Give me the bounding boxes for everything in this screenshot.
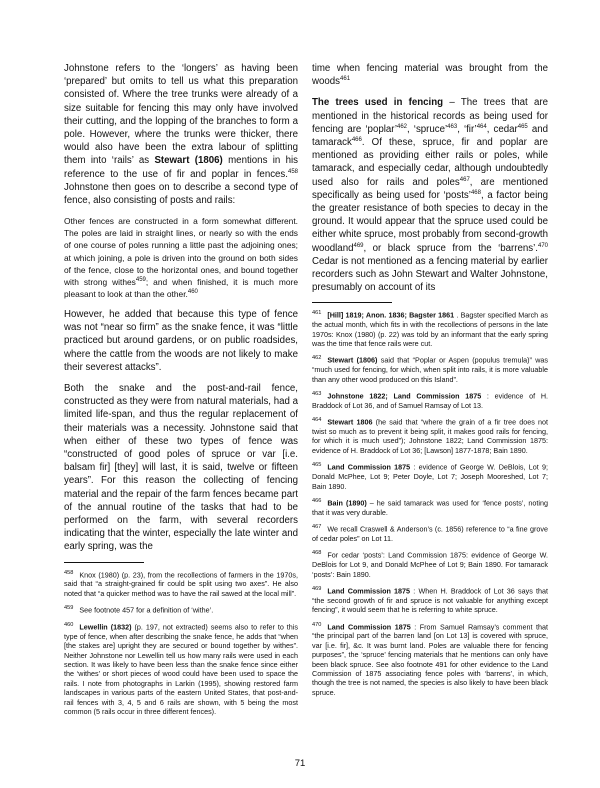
footnote-number: 466 bbox=[312, 497, 322, 504]
footnote-459 bbox=[64, 604, 298, 615]
footnote-citation: Bain (1890) bbox=[327, 498, 367, 508]
footnote-462 bbox=[312, 354, 548, 384]
footnote-text: See footnote 457 for a definition of ‘withe’. bbox=[79, 605, 214, 615]
footnote-ref-461[interactable]: 461 bbox=[340, 75, 351, 82]
footnote-number: 465 bbox=[312, 462, 322, 469]
footnotes-left bbox=[64, 569, 298, 717]
footnote-ref-460[interactable]: 460 bbox=[187, 289, 198, 295]
footnote-ref-468[interactable]: 468 bbox=[470, 189, 481, 196]
page-number: 71 bbox=[294, 758, 306, 769]
footnote-citation: Stewart (1806) bbox=[327, 355, 378, 365]
footnote-470 bbox=[312, 621, 548, 698]
body-paragraph-4: time when fencing material was brought from the woods$^{461}$ bbox=[312, 63, 548, 88]
footnote-ref-470[interactable]: 470 bbox=[537, 242, 548, 249]
footnote-citation: [Hill] 1819; Anon. 1836; Bagster 1861 bbox=[327, 310, 455, 320]
footnote-divider bbox=[64, 562, 144, 563]
footnote-458 bbox=[64, 569, 298, 599]
footnote-citation: Land Commission 1875 bbox=[327, 621, 411, 631]
footnote-464 bbox=[312, 416, 548, 455]
footnote-ref-464[interactable]: 464 bbox=[476, 123, 487, 130]
footnote-citation: Stewart 1806 bbox=[327, 417, 373, 427]
footnote-number: 463 bbox=[312, 391, 322, 398]
footnote-ref-459[interactable]: 459 bbox=[135, 276, 146, 283]
footnote-466 bbox=[312, 497, 548, 517]
footnote-divider bbox=[312, 302, 392, 303]
body-paragraph-5: The trees used in fencing – The trees that are mentioned in the historical records as being used for fencing are ‘poplar’$^{462}$, ‘spruce’$^{463}$, ‘fir’$^{464}$, cedar$^{465}$ and tamarack$^{466}$. Of these, spruce, fir and poplar are mentioned as providing either rails or poles, while tamarack, and especially cedar, although undoubtedly used also for rails and poles$^{467}$, are mentioned specifically as being used for ‘posts’$^{468}$, a factor being the greater resistance of both species to decay in the ground. It would appear that the spruce used could be either white spruce, most probably from second-growth woodland$^{469}$, or black spruce from the ‘barrens’.$^{470}$ Cedar is not mentioned as a fencing material by earlier recorders such as John Stewart and Walter Johnstone, presumably on account of its bbox=[312, 97, 548, 294]
citation-stewart: Stewart (1806) bbox=[154, 155, 223, 167]
footnote-text: : From Samuel Ramsay’s comment that “the principal part of the barren land [on Lot 13] is covered with spruce, var [i.e. fir], &c. It was burnt land. Poles are valuable there for fencing purposes”, the ‘spruce’ fencing materials that he mentions can only have been black spruce. See also footnote 491 for other evidence to the Land Commission of 1875 associating fence poles with ‘barrens’, in which, though the tree is not named, the species is also likely to have been black spruce. bbox=[312, 621, 548, 697]
footnote-text: We recall Craswell & Anderson’s (c. 1856) reference to “a fine grove of cedar poles” on Lot 11. bbox=[312, 524, 548, 543]
footnote-number: 467 bbox=[312, 524, 322, 531]
footnote-number: 468 bbox=[312, 550, 322, 557]
footnote-467 bbox=[312, 523, 548, 543]
footnote-number: 461 bbox=[312, 310, 322, 317]
footnote-ref-466[interactable]: 466 bbox=[351, 136, 362, 143]
body-paragraph-2: However, he added that because this type of fence was not “near so firm” as the snake fence, it was “little practiced but around gardens, or on public roadsides, where the cattle from the woods are not likely to make their severest attacks”. bbox=[64, 308, 298, 373]
footnote-text: : evidence of H. Braddock of Lot 36, and of Samuel Ramsay of Lot 13. bbox=[312, 391, 549, 410]
footnote-citation: Land Commission 1875 bbox=[327, 586, 411, 596]
body-paragraph-1: Johnstone refers to the ‘longers’ as having been ‘prepared’ but omits to tell us what this preparation consisted of. Where the tree trunks were already of a size suitable for fencing this may only have involved their cutting, and the lopping of the branches to form a pole. However, where the trunks were thicker, there would also have been the extra labour of splitting them into ‘rails’ as Stewart (1806) mentions in his reference to the use of fir and poplar in fences.$^{458}$ Johnstone then goes on to describe a second type of fence, also consisting of posts and rails: bbox=[64, 63, 298, 207]
footnote-465 bbox=[312, 461, 548, 491]
footnote-number: 470 bbox=[312, 621, 322, 628]
footnote-number: 464 bbox=[312, 417, 322, 424]
footnote-ref-458[interactable]: 458 bbox=[287, 168, 298, 175]
footnote-text: : evidence of George W. DeBlois, Lot 9; Donald McPhee, Lot 9; Peter Doyle, Lot 7; Joseph Mooreshed, Lot 7; Bain 1890. bbox=[312, 462, 548, 491]
footnote-460 bbox=[64, 621, 298, 716]
footnote-463 bbox=[312, 390, 548, 410]
section-heading: The trees used in fencing bbox=[312, 97, 444, 109]
footnote-text: (he said that “where the grain of a fir tree does not twist so much as to prevent it being split, it makes good rails for fencing, for which it is much used”); Johnstone 1822; Land Commission 1875: evidence of H. Braddock of Lot 36; [Lawson] 1877-1878; Bain 1890. bbox=[312, 417, 549, 455]
footnote-text: : When H. Braddock of Lot 36 says that “the second growth of fir and spruce is not valuable for anything except fencing”, it would seem that he is referring to white spruce. bbox=[312, 586, 548, 615]
footnote-citation: Land Commission 1875 bbox=[327, 462, 411, 472]
footnote-461 bbox=[312, 309, 548, 348]
footnote-citation: Lewellin (1832) bbox=[79, 622, 132, 632]
footnote-citation: Johnstone 1822; Land Commission 1875 bbox=[327, 391, 482, 401]
footnote-text: said that “Poplar or Aspen (populus tremula)” was “much used for fencing, for which, when split into rails, it is more valuable than any other wood produced on this Island”. bbox=[312, 355, 548, 384]
footnote-text: (p. 197, not extracted) seems also to refer to this type of fence, when after describing the snake fence, he adds that “when [the stakes are] upright they are secured or bound together by withes”. Neither Johnstone nor Lewellin tell us how many rails were used in each section. It was likely to have been less than the snake fence since either the ‘withes’ or short pieces of wood could have been used to space the rails. I note from photographs in Larkin (1995), showing restored farm landscapes in various parts of the eastern United States, that post-and-rail fences with 3, 4, 5 and 6 rails are shown, with 5 being the most common (5 rails occur in three different fences). bbox=[64, 622, 298, 716]
footnote-text: . Bagster specified March as the actual month, which fits in with the recollections of persons in the late 1970s: Knox (1980) (p. 22) was told by an informant that the early spring was the time that fence rails were cut. bbox=[312, 310, 548, 349]
footnote-text: Knox (1980) (p. 23), from the recollections of farmers in the 1970s, said that “a straight-grained fir could be split using two axes”. He also noted that “a quicker method was to have the rail sawed at the local mill”. bbox=[64, 569, 298, 598]
footnote-number: 458 bbox=[64, 569, 74, 576]
footnote-ref-463[interactable]: 463 bbox=[447, 123, 458, 130]
left-column bbox=[64, 62, 298, 722]
footnote-ref-465[interactable]: 465 bbox=[517, 123, 528, 130]
footnote-text: For cedar ‘posts’: Land Commission 1875: evidence of George W. DeBlois for Lot 9, and Donald McPhee of Lot 9; Bain 1890. For tamarack ‘posts’: Bain 1890. bbox=[312, 550, 548, 579]
footnote-number: 462 bbox=[312, 355, 322, 362]
footnote-ref-467[interactable]: 467 bbox=[459, 176, 470, 183]
footnote-number: 460 bbox=[64, 621, 74, 628]
body-paragraph-3: Both the snake and the post-and-rail fence, constructed as they were from natural materials, had a limited life-span, and thus the regular replacement of their materials was a necessity. Johnstone said that when either of these two types of fence was “constructed of good poles of spruce or var [i.e. balsam fir] [they] will last, it is said, twelve or fifteen years”. For this reason the collecting of fencing material and the repair of the farm fences became part of the annual routine of the tasks that had to be performed on the farm, with several recorders indicating that the winter, especially the late winter and early spring, was the bbox=[64, 382, 298, 553]
footnote-469 bbox=[312, 585, 548, 615]
footnote-text: – he said tamarack was used for ‘fence posts’, noting that it was very durable. bbox=[312, 498, 549, 517]
right-column bbox=[312, 62, 548, 703]
footnote-number: 459 bbox=[64, 605, 74, 612]
footnote-ref-462[interactable]: 462 bbox=[397, 123, 408, 130]
block-quote: Other fences are constructed in a form somewhat different. The poles are laid in straight lines, or nearly so with the ends of one course of poles running a little past the adjoining ones; at which joining, a pole is driven into the ground on both sides of the fence, close to the horizontal ones, and bound together with strong withes$^{459}$; and when finished, it is much more pleasant to look at than the other.$^{460}$ bbox=[64, 216, 298, 299]
footnote-number: 469 bbox=[312, 585, 322, 592]
footnote-468 bbox=[312, 549, 548, 579]
footnote-ref-469[interactable]: 469 bbox=[353, 242, 364, 249]
footnotes-right bbox=[312, 309, 548, 697]
